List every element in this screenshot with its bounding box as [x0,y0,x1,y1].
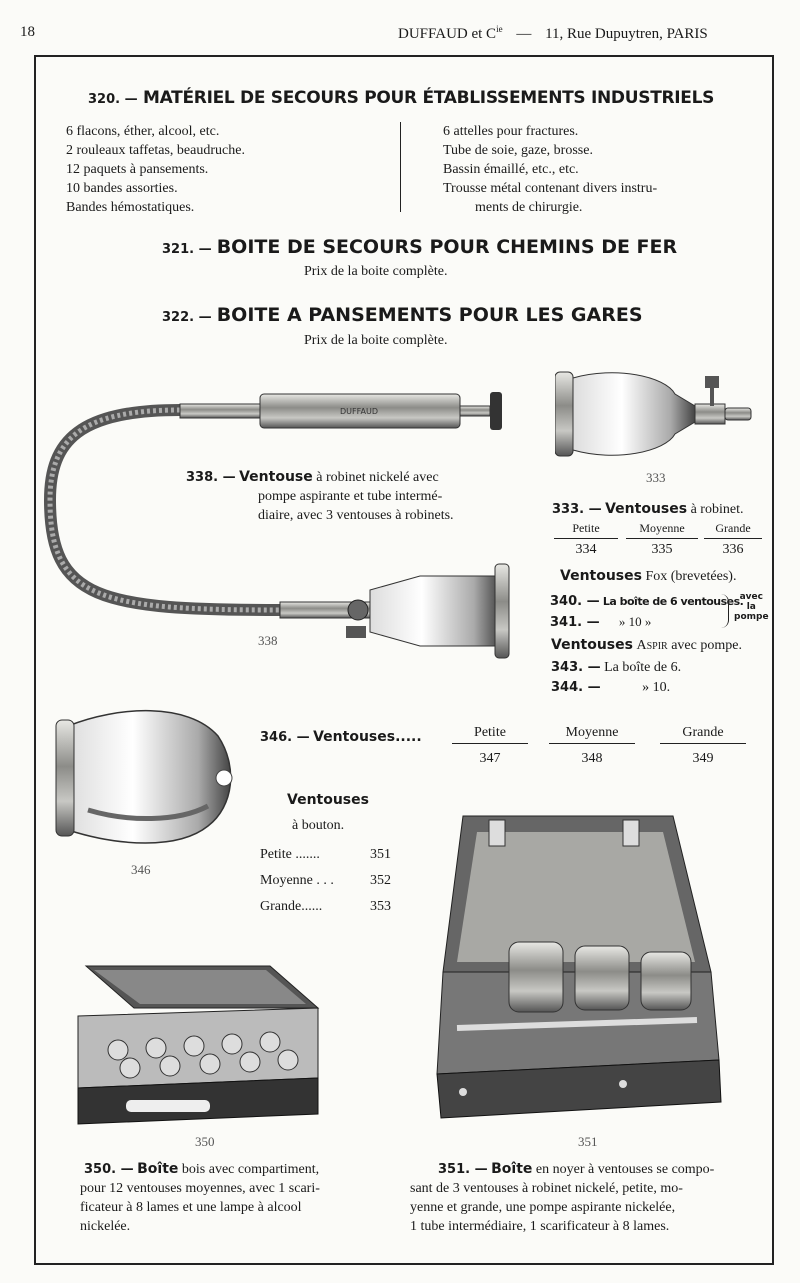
bouton-ref: 351 [370,847,391,862]
fox-title-bold: Ventouses [560,568,642,584]
size-ref: 347 [479,751,501,766]
size-ref: 349 [692,751,714,766]
size-header: Grande [660,725,746,744]
item-351-line: 1 tube intermédiaire, 1 scarificateur à 8 lames. [410,1219,670,1234]
cupping-glass-346-illustration [48,706,238,856]
item-321-number: 321. — [162,242,212,257]
item-350-line: bois avec compartiment, [181,1162,320,1177]
item-321-title: BOITE DE SECOURS POUR CHEMINS DE FER [216,236,678,258]
item-350-line: ficateur à 8 lames et une lampe à alcool [80,1200,302,1215]
bouton-label: Grande...... [260,899,323,914]
item-322-title: BOITE A PANSEMENTS POUR LES GARES [216,304,643,326]
bouton-subtitle: à bouton. [292,818,345,833]
fox-title-rest: Fox (brevetées). [645,569,737,584]
item-346-number: 346. — [260,730,310,745]
aspir-row-number: 344. — [551,680,601,695]
aspir-heading [551,636,742,655]
list-item: Bassin émaillé, etc., etc. [443,162,579,177]
item-350-number: 350. — [84,1162,134,1177]
fox-row-text: » 10 » [618,614,652,629]
item-322-heading [162,304,643,326]
pump-engraving: DUFFAUD [340,407,378,416]
aspir-rows [551,658,681,698]
item-351-name: Boîte [491,1161,533,1177]
item-320-left-list [66,122,245,217]
aspir-title-rest: avec pompe. [671,638,742,653]
aspir-row-text: La boîte de 6. [604,660,682,675]
item-351-number: 351. — [438,1162,488,1177]
item-320-title: MATÉRIEL DE SECOURS POUR ÉTABLISSEMENTS INDUSTRIELS [143,88,715,108]
item-338-description [186,468,454,525]
item-350-line: nickelée. [80,1219,131,1234]
item-351-line: yenne et grande, une pompe aspirante nickelée, [410,1200,676,1215]
box-350-illustration [70,958,332,1130]
size-header: Petite [452,725,528,744]
item-333-heading [552,500,743,519]
item-338-number: 338. — [186,470,236,485]
item-320-right-list [443,122,657,217]
company-address: 11, Rue Dupuytren, PARIS [545,26,708,42]
cupping-pump-illustration [40,380,520,670]
item-350-line: pour 12 ventouses moyennes, avec 1 scari- [80,1181,320,1196]
item-351-description [410,1160,714,1236]
item-338-name: Ventouse [239,469,313,485]
figure-333-caption: 333 [646,470,666,485]
item-320-heading [88,88,714,108]
size-ref: 334 [575,542,597,557]
list-item: 12 paquets à pansements. [66,162,209,177]
list-item: 2 rouleaux taffetas, beaudruche. [66,143,245,158]
fox-rows [550,591,743,633]
item-346-name: Ventouses..... [313,729,422,745]
item-338-line: pompe aspirante et tube intermé- [258,489,443,504]
bouton-rows [260,842,391,920]
item-351-line: sant de 3 ventouses à robinet nickelé, petite, mo- [410,1181,683,1196]
fox-brace-note: avec la pompe [734,592,769,622]
item-320-number: 320. — [88,92,138,107]
figure-351-caption: 351 [578,1134,598,1149]
item-333-number: 333. — [552,502,602,517]
list-item: 6 flacons, éther, alcool, etc. [66,124,220,139]
aspir-row-number: 343. — [551,660,601,675]
figure-338-caption: 338 [258,633,278,648]
column-divider [400,122,401,212]
item-321-heading [162,236,677,258]
list-item: ments de chirurgie. [475,200,583,215]
bouton-label: Moyenne . . . [260,873,334,888]
size-header: Moyenne [626,521,698,539]
aspir-row-text: » 10. [642,680,671,695]
fox-heading [560,567,736,586]
box-351-illustration [433,812,723,1128]
item-346-heading [260,728,422,747]
bouton-ref: 352 [370,873,391,888]
size-ref: 335 [651,542,673,557]
size-ref: 348 [581,751,603,766]
item-322-price-note: Prix de la boite complète. [304,333,448,348]
item-338-line: diaire, avec 3 ventouses à robinets. [258,508,454,523]
aspir-title-smallcaps: Aspir [636,638,668,653]
size-header: Moyenne [549,725,635,744]
item-333-name: Ventouses [605,501,688,517]
size-header: Grande [704,521,762,539]
running-header [398,24,708,43]
figure-350-caption: 350 [195,1134,215,1149]
size-ref: 336 [722,542,744,557]
aspir-title-bold: Ventouses [551,637,633,653]
fox-row-number: 341. — [550,615,600,630]
item-351-line: en noyer à ventouses se compo- [535,1162,715,1177]
list-item: Tube de soie, gaze, brosse. [443,143,593,158]
fox-brace [720,594,729,628]
bouton-title: Ventouses [287,792,369,808]
item-322-number: 322. — [162,310,212,325]
list-item: Trousse métal contenant divers instru- [443,181,658,196]
fox-row-text: La boîte de 6 ventouses. [602,595,744,608]
company-name: DUFFAUD et C [398,26,497,42]
page-number: 18 [20,24,35,40]
item-321-price-note: Prix de la boite complète. [304,264,448,279]
fox-row-number: 340. — [550,594,600,609]
item-350-description [80,1160,320,1236]
item-338-line: à robinet nickelé avec [316,470,439,485]
company-superscript: ie [496,24,503,34]
list-item: 6 attelles pour fractures. [443,124,579,139]
item-350-name: Boîte [137,1161,179,1177]
list-item: 10 bandes assorties. [66,181,178,196]
header-dash: — [516,26,532,42]
bouton-label: Petite ....... [260,847,320,862]
item-333-suffix: à robinet. [690,502,744,517]
cupping-glass-333-illustration [555,366,755,466]
bouton-ref: 353 [370,899,391,914]
list-item: Bandes hémostatiques. [66,200,195,215]
figure-346-caption: 346 [131,862,151,877]
size-header: Petite [554,521,618,539]
